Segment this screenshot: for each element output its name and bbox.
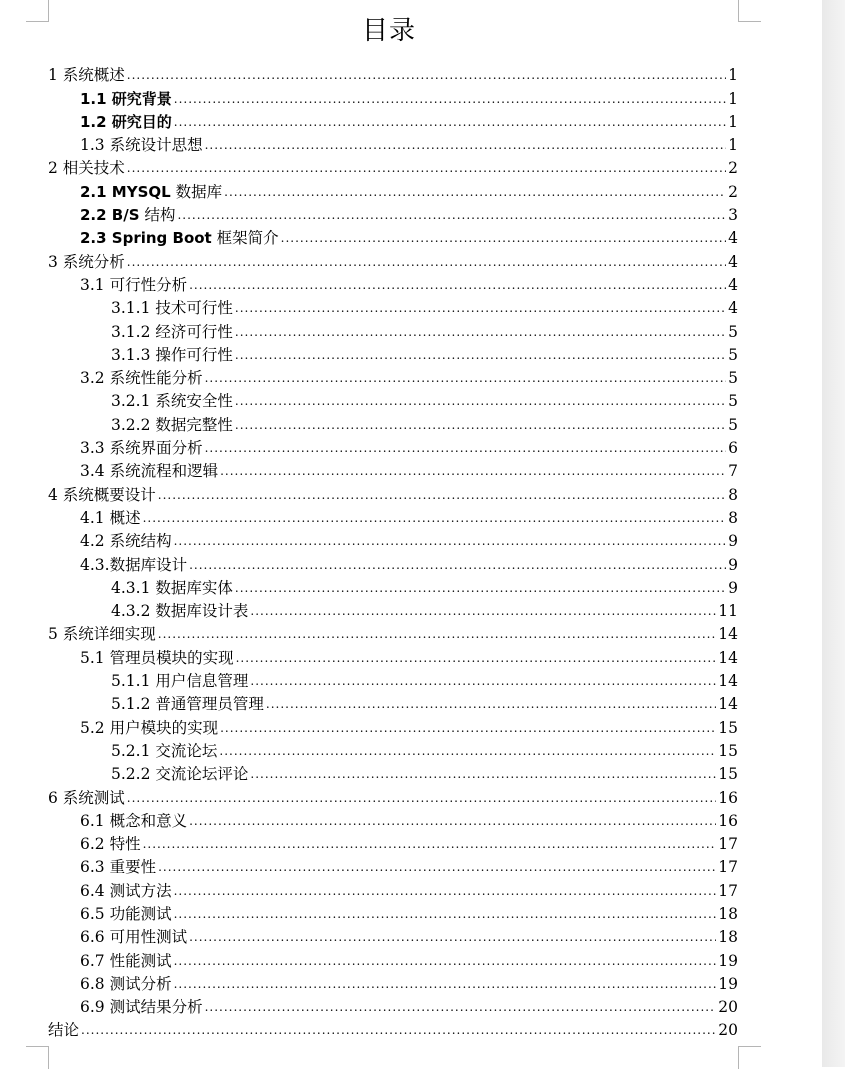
toc-entry-label xyxy=(111,415,233,435)
toc-entry[interactable] xyxy=(48,924,738,947)
dot-leader xyxy=(235,298,726,318)
toc-entry-label xyxy=(48,158,125,178)
toc-entry-page-number: 4 xyxy=(728,299,738,318)
dot-leader xyxy=(174,974,717,994)
toc-entry-page-number: 3 xyxy=(728,206,738,225)
toc-entry-page-number: 15 xyxy=(718,718,738,737)
toc-entry[interactable] xyxy=(48,528,738,551)
toc-entry[interactable] xyxy=(48,318,738,341)
toc-entry-text: 5 系统详细实现 xyxy=(48,625,156,644)
toc-entry-label xyxy=(80,974,172,994)
toc-entry[interactable] xyxy=(48,225,738,248)
toc-entry-label xyxy=(80,182,222,202)
dot-leader xyxy=(143,834,717,854)
toc-entry-label xyxy=(111,694,264,714)
toc-entry-page-number: 14 xyxy=(718,695,738,714)
toc-entry-text: 3.2.2 数据完整性 xyxy=(111,415,233,434)
dot-leader xyxy=(205,368,726,388)
toc-entry-label xyxy=(80,205,175,225)
toc-entry-text-suffix: 数据库 xyxy=(170,182,223,201)
toc-entry[interactable] xyxy=(48,342,738,365)
toc-entry[interactable] xyxy=(48,411,738,434)
dot-leader xyxy=(177,205,726,225)
toc-entry-label xyxy=(80,718,218,738)
toc-entry-page-number: 8 xyxy=(728,508,738,527)
toc-entry-text: 3.1.2 经济可行性 xyxy=(111,322,233,341)
toc-entry-label xyxy=(80,648,234,668)
toc-entry-text: 6.8 测试分析 xyxy=(80,974,172,993)
toc-entry-text: 4.3.2 数据库设计表 xyxy=(111,602,249,621)
toc-entry-label xyxy=(80,461,218,481)
toc-entry-page-number: 5 xyxy=(728,369,738,388)
toc-entry[interactable] xyxy=(48,598,738,621)
toc-entry-page-number: 8 xyxy=(728,485,738,504)
toc-entry-page-number: 14 xyxy=(718,672,738,691)
toc-entry-text: 3.2.1 系统安全性 xyxy=(111,392,233,411)
toc-entry-label xyxy=(80,89,172,109)
dot-leader xyxy=(250,671,716,691)
page-side-margin xyxy=(822,0,845,1067)
toc-entry-page-number: 16 xyxy=(718,788,738,807)
toc-entry-text: 3.2 系统性能分析 xyxy=(80,369,203,388)
toc-entry-text: 5.2.2 交流论坛评论 xyxy=(111,765,249,784)
toc-entry-label xyxy=(111,741,217,761)
toc-entry-page-number: 4 xyxy=(728,229,738,248)
toc-entry[interactable] xyxy=(48,994,738,1017)
dot-leader xyxy=(236,648,717,668)
dot-leader xyxy=(158,624,716,644)
toc-entry-page-number: 1 xyxy=(728,66,738,85)
toc-entry[interactable] xyxy=(48,971,738,994)
dot-leader xyxy=(174,531,726,551)
dot-leader xyxy=(189,927,716,947)
toc-entry-text: 6.4 测试方法 xyxy=(80,881,172,900)
toc-entry-label xyxy=(80,508,141,528)
toc-entry-label xyxy=(111,345,233,365)
dot-leader xyxy=(174,89,726,109)
dot-leader xyxy=(81,1020,716,1040)
toc-entry[interactable] xyxy=(48,575,738,598)
toc-entry-label xyxy=(80,997,203,1017)
dot-leader xyxy=(174,881,717,901)
toc-entry-text: 2 相关技术 xyxy=(48,159,125,178)
toc-entry[interactable] xyxy=(48,85,738,108)
toc-entry-label xyxy=(111,578,233,598)
toc-entry-text: 5.1.1 用户信息管理 xyxy=(111,672,249,691)
dot-leader xyxy=(266,694,716,714)
dot-leader xyxy=(127,788,716,808)
toc-entry-page-number: 16 xyxy=(718,811,738,830)
toc-entry-text: 1.3 系统设计思想 xyxy=(80,136,203,155)
dot-leader xyxy=(235,345,726,365)
toc-entry[interactable] xyxy=(48,109,738,132)
dot-leader xyxy=(158,857,716,877)
crop-mark-bottom-left xyxy=(26,1046,49,1069)
toc-entry-page-number: 6 xyxy=(728,439,738,458)
toc-entry-label xyxy=(48,252,125,272)
dot-leader xyxy=(235,391,726,411)
toc-entry[interactable] xyxy=(48,947,738,970)
toc-entry-label xyxy=(48,485,156,505)
toc-entry-page-number: 17 xyxy=(718,835,738,854)
dot-leader xyxy=(235,578,726,598)
toc-entry-page-number: 9 xyxy=(728,532,738,551)
toc-entry[interactable] xyxy=(48,481,738,504)
toc-entry-page-number: 19 xyxy=(718,951,738,970)
toc-entry-label xyxy=(48,65,125,85)
dot-leader xyxy=(127,252,726,272)
dot-leader xyxy=(158,485,726,505)
toc-entry-text: 3.3 系统界面分析 xyxy=(80,439,203,458)
toc-entry[interactable] xyxy=(48,202,738,225)
toc-entry-text: 4.1 概述 xyxy=(80,508,141,527)
toc-entry-page-number: 2 xyxy=(728,182,738,201)
toc-entry-label xyxy=(80,275,187,295)
toc-entry-page-number: 9 xyxy=(728,555,738,574)
toc-entry-page-number: 9 xyxy=(728,578,738,597)
toc-entry[interactable] xyxy=(48,691,738,714)
toc-entry-label xyxy=(80,951,172,971)
toc-entry-page-number: 20 xyxy=(718,1021,738,1040)
toc-entry-label xyxy=(80,811,187,831)
dot-leader xyxy=(219,741,716,761)
toc-entry-page-number: 5 xyxy=(728,415,738,434)
toc-entry[interactable] xyxy=(48,155,738,178)
toc-entry-text: 2.3 Spring Boot xyxy=(80,229,212,248)
toc-entry-label xyxy=(80,927,187,947)
toc-entry[interactable] xyxy=(48,505,738,528)
toc-entry-page-number: 2 xyxy=(728,159,738,178)
toc-entry-label xyxy=(80,555,187,575)
toc-entry[interactable] xyxy=(48,365,738,388)
toc-entry-page-number: 19 xyxy=(718,974,738,993)
toc-entry-text: 6.1 概念和意义 xyxy=(80,811,188,830)
toc-entry[interactable] xyxy=(48,178,738,201)
toc-entry-text: 5.2.1 交流论坛 xyxy=(111,741,218,760)
dot-leader xyxy=(174,112,726,132)
toc-entry-text: 4.3.1 数据库实体 xyxy=(111,578,233,597)
toc-entry-text: 6.2 特性 xyxy=(80,835,141,854)
toc-entry-text-suffix: 框架简介 xyxy=(211,229,279,248)
toc-entry-page-number: 5 xyxy=(728,392,738,411)
toc-entry-text: 结论 xyxy=(48,1021,80,1040)
toc-entry-label xyxy=(80,438,203,458)
toc-entry[interactable] xyxy=(48,458,738,481)
dot-leader xyxy=(235,322,726,342)
toc-entry[interactable] xyxy=(48,644,738,667)
dot-leader xyxy=(205,135,726,155)
toc-entry-label xyxy=(111,298,233,318)
toc-entry[interactable] xyxy=(48,738,738,761)
dot-leader xyxy=(143,508,726,528)
toc-entry[interactable] xyxy=(48,668,738,691)
toc-entry-label xyxy=(80,368,203,388)
toc-entry-page-number: 20 xyxy=(718,998,738,1017)
toc-entry-page-number: 11 xyxy=(718,602,738,621)
toc-entry-page-number: 18 xyxy=(718,928,738,947)
toc-entry-text: 5.1 管理员模块的实现 xyxy=(80,648,234,667)
toc-entry[interactable] xyxy=(48,714,738,737)
toc-entry[interactable] xyxy=(48,1017,738,1040)
toc-entry-text: 6.5 功能测试 xyxy=(80,904,172,923)
toc-entry[interactable] xyxy=(48,761,738,784)
toc-entry-label xyxy=(111,601,248,621)
toc-entry-label xyxy=(80,228,279,248)
toc-entry-text: 3 系统分析 xyxy=(48,252,125,271)
toc-entry[interactable] xyxy=(48,132,738,155)
toc-entry-page-number: 7 xyxy=(728,462,738,481)
toc-entry[interactable] xyxy=(48,248,738,271)
dot-leader xyxy=(174,904,717,924)
toc-entry[interactable] xyxy=(48,808,738,831)
toc-entry-page-number: 4 xyxy=(728,275,738,294)
toc-entry-label xyxy=(80,531,172,551)
toc-entry-text: 4.2 系统结构 xyxy=(80,532,172,551)
toc-entry-label xyxy=(111,322,233,342)
toc-entry-label xyxy=(80,112,172,132)
dot-leader xyxy=(281,228,726,248)
dot-leader xyxy=(205,438,726,458)
toc-entry[interactable] xyxy=(48,295,738,318)
dot-leader xyxy=(224,182,726,202)
toc-entry-label xyxy=(80,135,203,155)
toc-entry-page-number: 15 xyxy=(718,741,738,760)
dot-leader xyxy=(220,718,716,738)
toc-entry[interactable] xyxy=(48,551,738,574)
toc-entry-page-number: 4 xyxy=(728,252,738,271)
toc-entry-text: 6.7 性能测试 xyxy=(80,951,172,970)
toc-entry-label xyxy=(80,904,172,924)
dot-leader xyxy=(205,997,717,1017)
toc-entry[interactable] xyxy=(48,272,738,295)
toc-entry[interactable] xyxy=(48,877,738,900)
dot-leader xyxy=(127,158,726,178)
toc-entry[interactable] xyxy=(48,854,738,877)
toc-entry-text: 4 系统概要设计 xyxy=(48,485,156,504)
dot-leader xyxy=(174,951,717,971)
dot-leader xyxy=(250,764,716,784)
toc-entry-text: 6 系统测试 xyxy=(48,788,125,807)
dot-leader xyxy=(189,811,716,831)
toc-entry-page-number: 15 xyxy=(718,765,738,784)
toc-entry-text: 4.3.数据库设计 xyxy=(80,555,188,574)
toc-entry-label xyxy=(48,788,125,808)
toc-entry-text: 1.2 研究目的 xyxy=(80,112,172,131)
toc-entry-text: 2.2 B/S xyxy=(80,206,140,225)
toc-entry-label xyxy=(48,1020,79,1040)
toc-entry-text: 1.1 研究背景 xyxy=(80,89,172,108)
toc-entry-text: 3.1.1 技术可行性 xyxy=(111,299,233,318)
toc-entry-page-number: 17 xyxy=(718,881,738,900)
toc-entry-text: 1 系统概述 xyxy=(48,66,125,85)
toc-entry-text-suffix: 结构 xyxy=(139,206,176,225)
toc-entry-label xyxy=(80,857,156,877)
toc-entry-page-number: 14 xyxy=(718,648,738,667)
toc-entry-text: 5.2 用户模块的实现 xyxy=(80,718,219,737)
toc-entry-page-number: 14 xyxy=(718,625,738,644)
toc-entry-text: 3.1.3 操作可行性 xyxy=(111,345,233,364)
toc-title: 目录 xyxy=(361,16,416,46)
dot-leader xyxy=(250,601,716,621)
toc-entry-text: 3.4 系统流程和逻辑 xyxy=(80,462,219,481)
toc-entry-text: 5.1.2 普通管理员管理 xyxy=(111,695,264,714)
toc-entry-page-number: 1 xyxy=(728,136,738,155)
toc-entry[interactable] xyxy=(48,831,738,854)
toc-entry-page-number: 17 xyxy=(718,858,738,877)
toc-entry-text: 6.6 可用性测试 xyxy=(80,928,188,947)
dot-leader xyxy=(235,415,726,435)
dot-leader xyxy=(189,555,726,575)
toc-entry-page-number: 1 xyxy=(728,112,738,131)
crop-mark-bottom-right xyxy=(738,1046,761,1069)
toc-entry-label xyxy=(111,764,248,784)
toc-entry-text: 6.9 测试结果分析 xyxy=(80,998,203,1017)
toc-entry-page-number: 5 xyxy=(728,322,738,341)
toc-entry[interactable] xyxy=(48,901,738,924)
toc-entry-page-number: 5 xyxy=(728,345,738,364)
toc-entry-text: 6.3 重要性 xyxy=(80,858,157,877)
toc-entry-page-number: 1 xyxy=(728,89,738,108)
dot-leader xyxy=(220,461,726,481)
toc-entry[interactable] xyxy=(48,784,738,807)
table-of-contents xyxy=(48,62,738,1040)
toc-entry-label xyxy=(111,671,248,691)
toc-entry[interactable] xyxy=(48,62,738,85)
toc-entry[interactable] xyxy=(48,388,738,411)
toc-entry-text: 3.1 可行性分析 xyxy=(80,275,188,294)
toc-entry-page-number: 18 xyxy=(718,904,738,923)
dot-leader xyxy=(189,275,726,295)
toc-entry[interactable] xyxy=(48,435,738,458)
toc-entry[interactable] xyxy=(48,621,738,644)
dot-leader xyxy=(127,65,726,85)
toc-entry-text: 2.1 MYSQL xyxy=(80,182,171,201)
toc-entry-label xyxy=(80,834,141,854)
toc-entry-label xyxy=(111,391,233,411)
toc-entry-label xyxy=(80,881,172,901)
toc-entry-label xyxy=(48,624,156,644)
